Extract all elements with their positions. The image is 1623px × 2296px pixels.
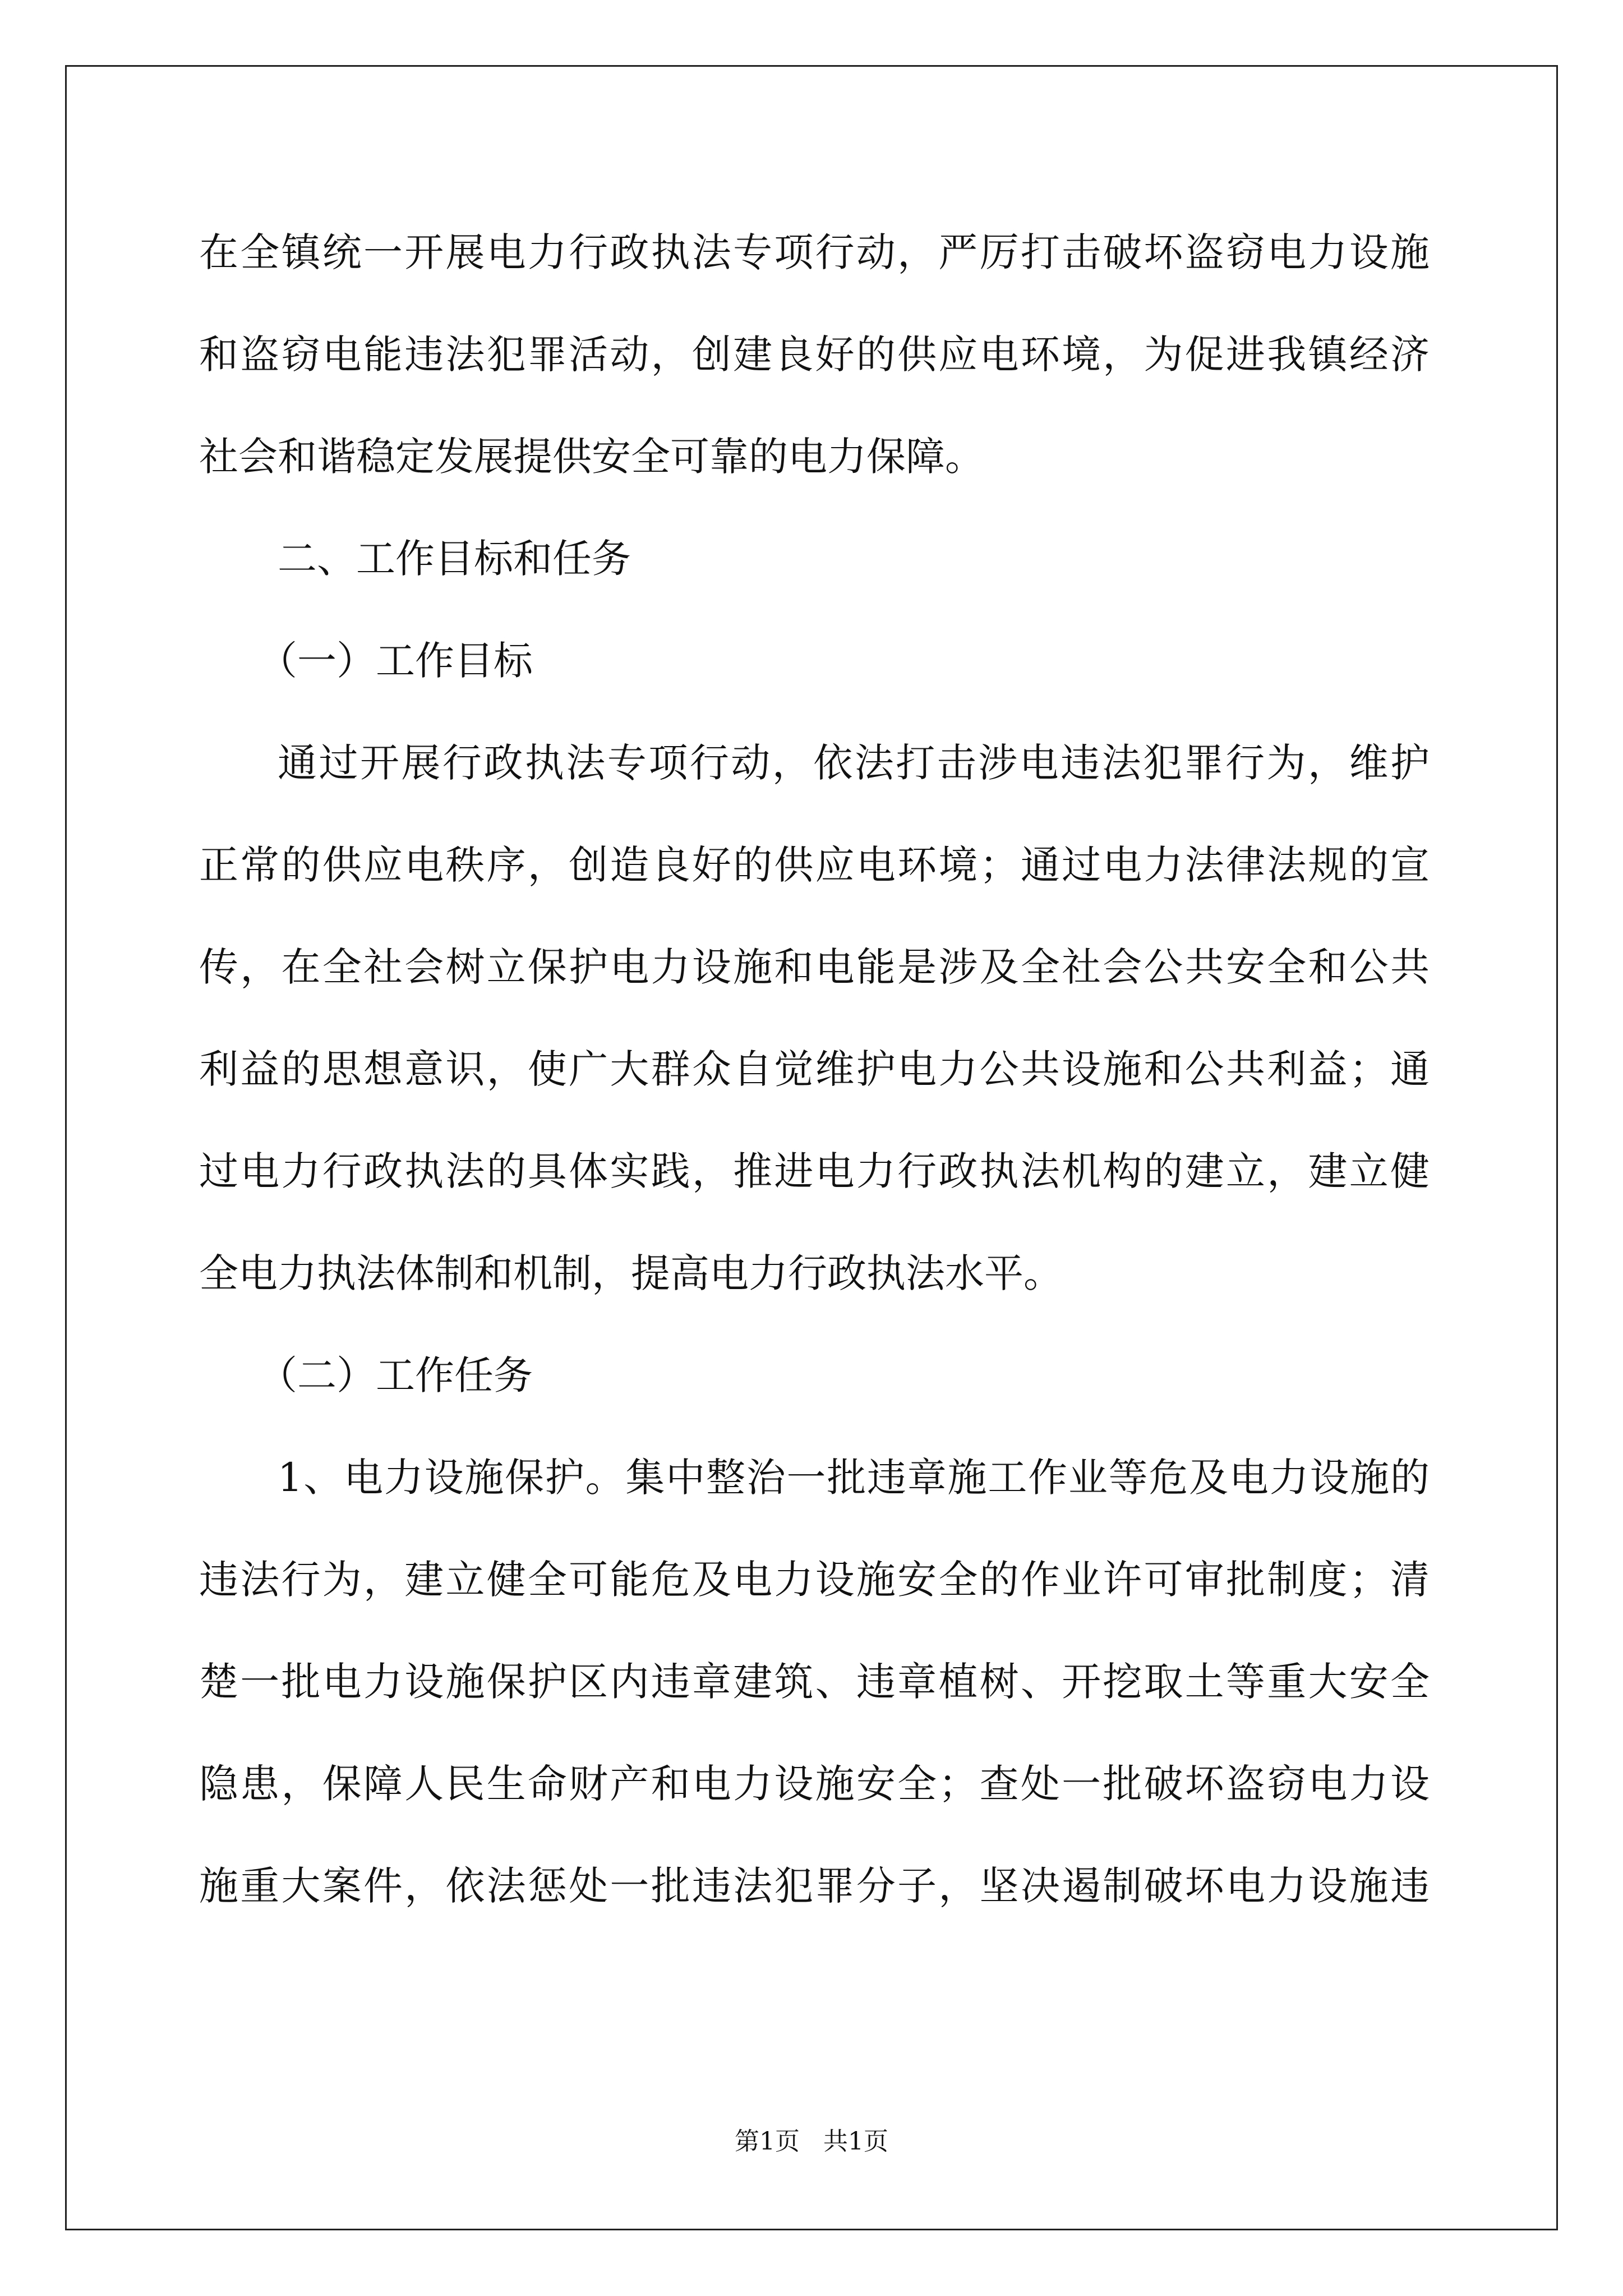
body-line: 传，在全社会树立保护电力设施和电能是涉及全社会公共安全和公共 <box>199 944 1430 990</box>
body-line: 通过开展行政执法专项行动，依法打击涉电违法犯罪行为，维护 <box>278 740 1430 786</box>
subsection-heading: （二）工作任务 <box>258 1352 533 1398</box>
body-line: 违法行为，建立健全可能危及电力设施安全的作业许可审批制度；清 <box>199 1557 1430 1603</box>
body-line: 隐患，保障人民生命财产和电力设施安全；查处一批破坏盗窃电力设 <box>199 1761 1430 1807</box>
body-line: 1、电力设施保护。集中整治一批违章施工作业等危及电力设施的 <box>278 1455 1430 1501</box>
body-line: 正常的供应电秩序，创造良好的供应电环境；通过电力法律法规的宣 <box>199 842 1430 888</box>
subsection-heading: （一）工作目标 <box>258 638 533 684</box>
body-line: 在全镇统一开展电力行政执法专项行动，严厉打击破坏盗窃电力设施 <box>199 229 1430 275</box>
body-line: 楚一批电力设施保护区内违章建筑、违章植树、开挖取土等重大安全 <box>199 1659 1430 1705</box>
body-line: 和盗窃电能违法犯罪活动，创建良好的供应电环境，为促进我镇经济 <box>199 332 1430 378</box>
body-line: 过电力行政执法的具体实践，推进电力行政执法机构的建立，建立健 <box>199 1148 1430 1194</box>
body-line: 施重大案件，依法惩处一批违法犯罪分子，坚决遏制破坏电力设施违 <box>199 1863 1430 1909</box>
body-line: 全电力执法体制和机制，提高电力行政执法水平。 <box>199 1250 1063 1296</box>
body-line: 利益的思想意识，使广大群众自觉维护电力公共设施和公共利益；通 <box>199 1046 1430 1092</box>
body-line: 社会和谐稳定发展提供安全可靠的电力保障。 <box>199 434 984 480</box>
section-heading: 二、工作目标和任务 <box>278 536 631 582</box>
page-number-footer: 第1页 共1页 <box>735 2127 888 2156</box>
document-body <box>199 219 1430 1954</box>
